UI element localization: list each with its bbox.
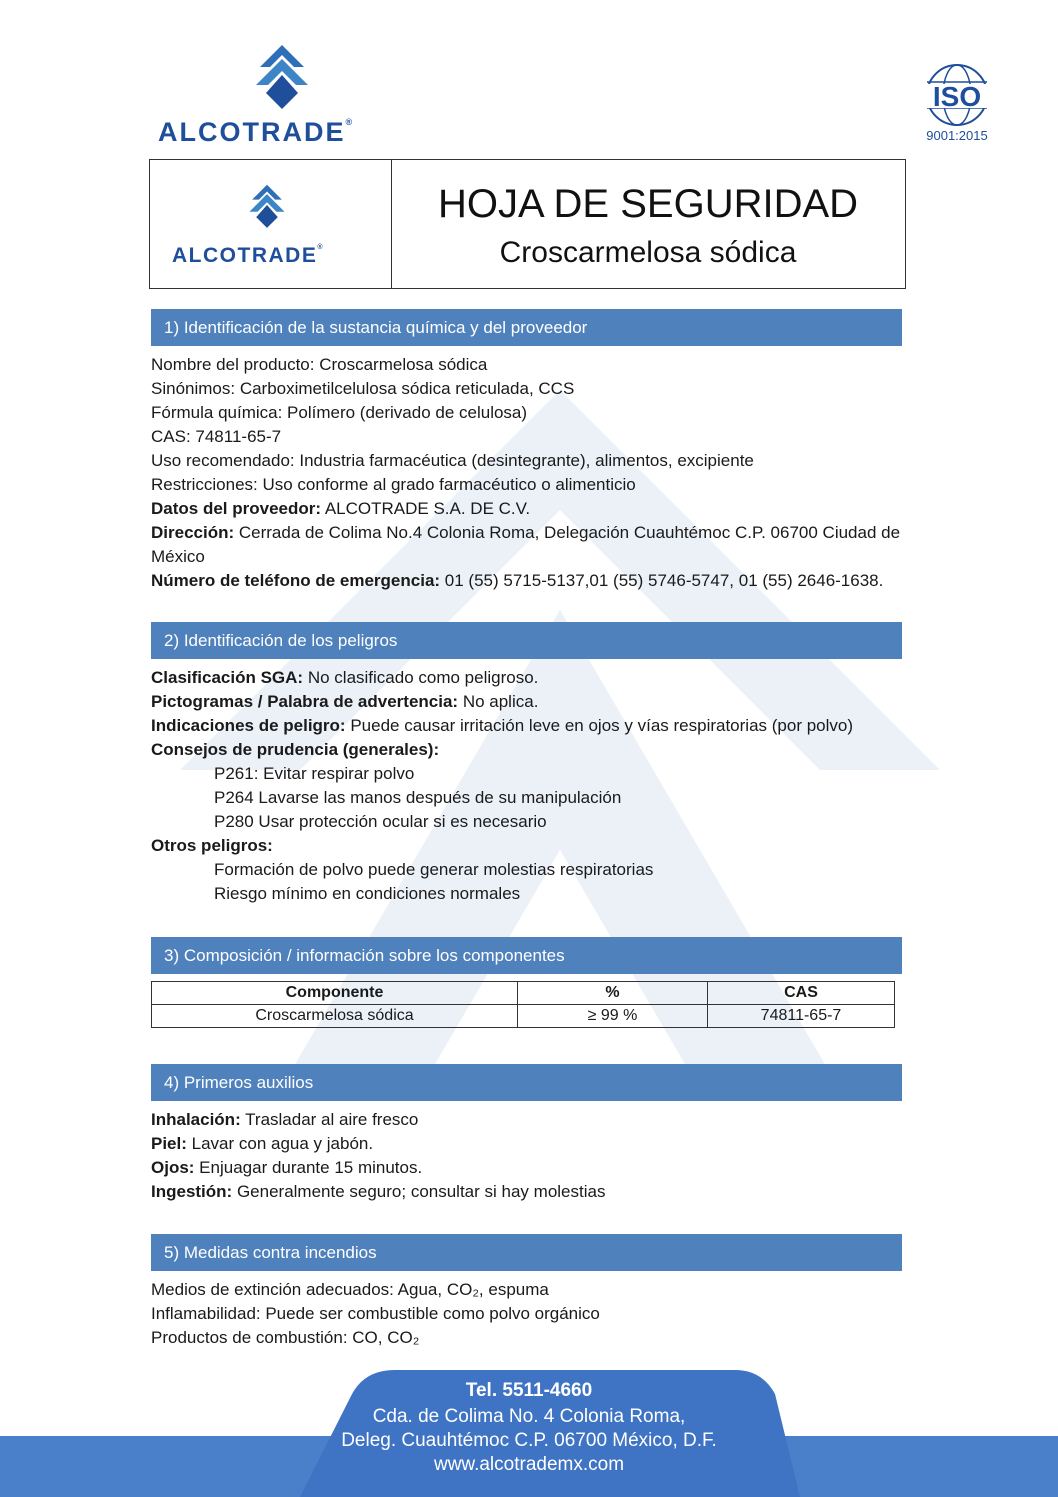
advice-heading: Consejos de prudencia (generales): (151, 740, 440, 759)
use-line: Uso recomendado: Industria farmacéutica (desintegrante), alimentos, excipiente (151, 451, 754, 470)
column-header: Componente (152, 982, 518, 1005)
composition-table (151, 981, 895, 1028)
section-5-heading: 5) Medidas contra incendios (151, 1234, 902, 1271)
other-hazards-heading: Otros peligros: (151, 836, 273, 855)
advice-item: P261: Evitar respirar polvo (214, 764, 415, 783)
table-header-row (152, 982, 895, 1005)
restrictions-line: Restricciones: Uso conforme al grado farmacéutico o alimenticio (151, 475, 636, 494)
table-row (152, 1005, 895, 1028)
footer-phone: Tel. 5511-4660 (465, 1380, 593, 1401)
advice-item: P264 Lavarse las manos después de su manipulación (214, 788, 622, 807)
advice-item: P280 Usar protección ocular si es necesario (214, 812, 547, 831)
section-3-heading: 3) Composición / información sobre los componentes (151, 937, 902, 974)
supplier-line: Datos del proveedor: ALCOTRADE S.A. DE C.V. (151, 499, 531, 518)
title-box-logo (150, 160, 392, 288)
title-box (149, 159, 906, 289)
iso-label: ISO (932, 81, 982, 112)
emergency-phone-line: Número de teléfono de emergencia: 01 (55) 5715-5137,01 (55) 5746-5747, 01 (55) 2646-1638. (151, 571, 884, 590)
section-2-heading: 2) Identificación de los peligros (151, 622, 902, 659)
document-title: HOJA DE SEGURIDAD (437, 182, 859, 226)
address-line: Dirección: Cerrada de Colima No.4 Colonia Roma, Delegación Cuauhtémoc C.P. 06700 Ciudad de (151, 523, 901, 542)
flammability-line: Inflamabilidad: Puede ser combustible como polvo orgánico (151, 1304, 600, 1323)
section-5-body (151, 1278, 911, 1350)
cas-line: CAS: 74811-65-7 (151, 427, 282, 446)
other-hazard-item: Formación de polvo puede generar molestias respiratorias (214, 860, 654, 879)
iso-certification-badge (912, 62, 1002, 152)
footer-address-2: Deleg. Cuauhtémoc C.P. 06700 México, D.F. (341, 1430, 717, 1451)
pictograms-line: Pictogramas / Palabra de advertencia: No aplica. (151, 692, 539, 711)
logo-mark-icon (242, 45, 322, 111)
extinguishing-line: Medios de extinción adecuados: Agua, CO₂, espuma (151, 1280, 549, 1299)
first-aid-item: Ojos: Enjuagar durante 15 minutos. (151, 1158, 423, 1177)
section-1-heading: 1) Identificación de la sustancia química y del proveedor (151, 309, 902, 346)
formula-line: Fórmula química: Polímero (derivado de celulosa) (151, 403, 528, 422)
table-cell: ≥ 99 % (518, 1005, 708, 1028)
table-cell: Croscarmelosa sódica (152, 1005, 518, 1028)
combustion-products-line: Productos de combustión: CO, CO₂ (151, 1328, 420, 1347)
company-logo (158, 45, 408, 145)
footer-address-1: Cda. de Colima No. 4 Colonia Roma, (372, 1406, 686, 1427)
hazard-line: Indicaciones de peligro: Puede causar irritación leve en ojos y vías respiratorias (por polvo) (151, 716, 854, 735)
address-continuation: México (151, 547, 205, 566)
globe-icon (912, 62, 1002, 128)
document-subtitle: Croscarmelosa sódica (499, 236, 797, 269)
title-box-brand: ALCOTRADE® (172, 244, 324, 267)
section-4-body (151, 1108, 911, 1204)
section-4-heading: 4) Primeros auxilios (151, 1064, 902, 1101)
product-name-line: Nombre del producto: Croscarmelosa sódica (151, 355, 488, 374)
first-aid-item: Inhalación: Trasladar al aire fresco (151, 1110, 419, 1129)
footer-website: www.alcotrademx.com (433, 1454, 625, 1475)
column-header: % (518, 982, 708, 1005)
iso-standard: 9001:2015 (926, 128, 988, 143)
section-2-body (151, 666, 911, 906)
synonyms-line: Sinónimos: Carboximetilcelulosa sódica reticulada, CCS (151, 379, 575, 398)
footer (0, 1370, 1058, 1497)
brand-name: ALCOTRADE® (158, 117, 355, 147)
sga-line: Clasificación SGA: No clasificado como peligroso. (151, 668, 539, 687)
first-aid-item: Ingestión: Generalmente seguro; consultar si hay molestias (151, 1182, 606, 1201)
first-aid-item: Piel: Lavar con agua y jabón. (151, 1134, 374, 1153)
section-1-body (151, 353, 911, 593)
table-cell: 74811-65-7 (708, 1005, 895, 1028)
column-header: CAS (708, 982, 895, 1005)
logo-mark-icon (240, 182, 294, 232)
other-hazard-item: Riesgo mínimo en condiciones normales (214, 884, 521, 903)
